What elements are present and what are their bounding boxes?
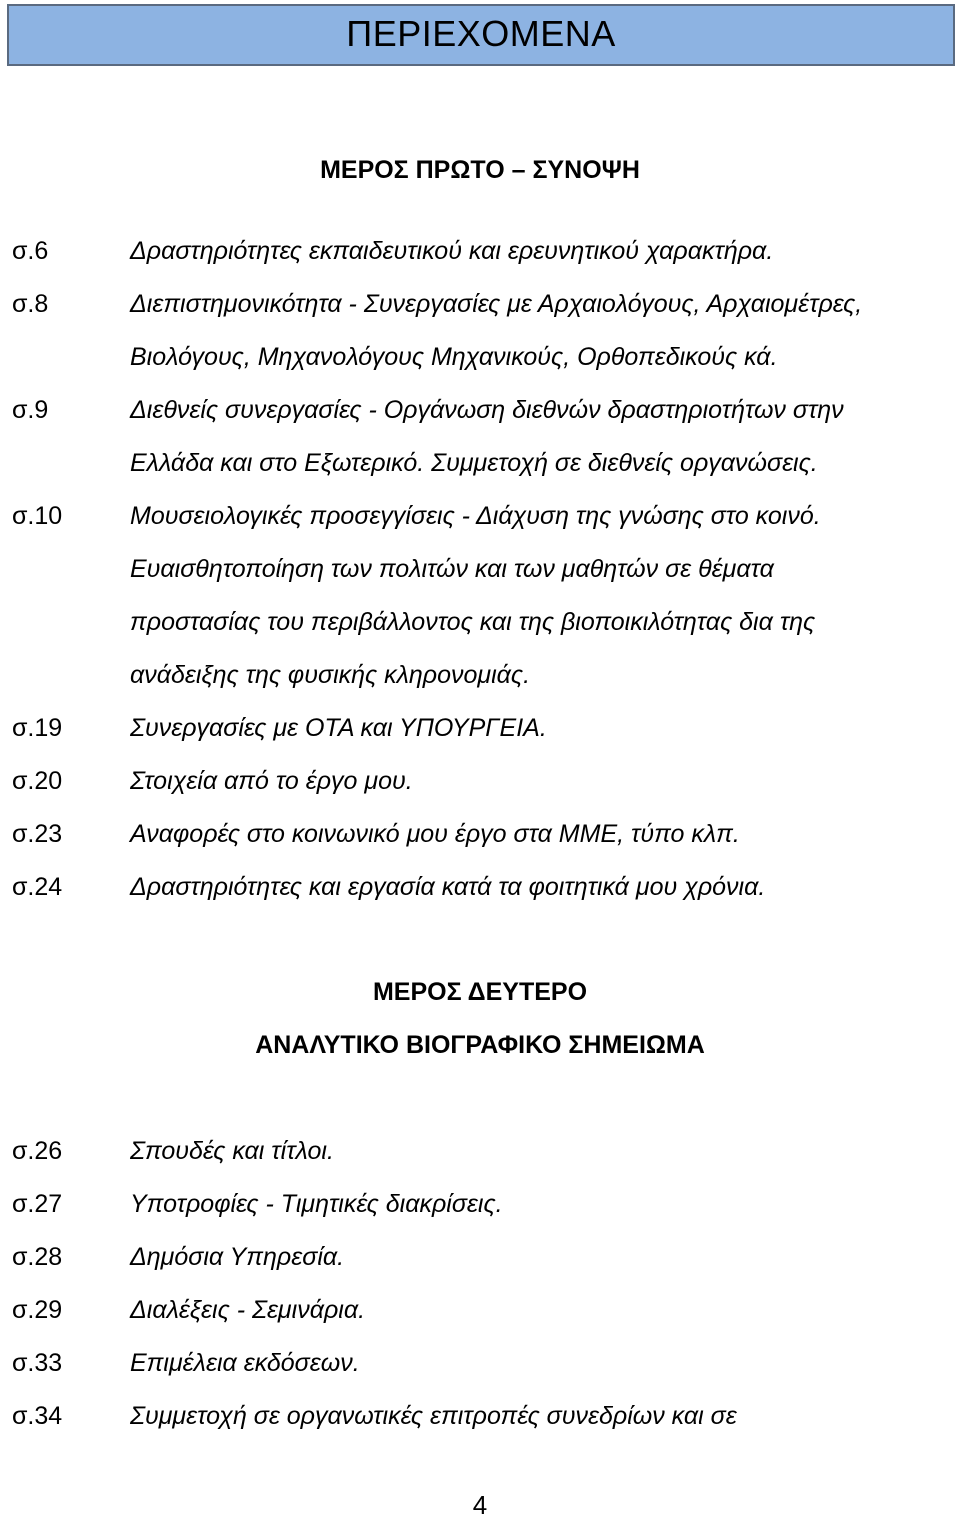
toc-page-ref: σ.26 bbox=[12, 1137, 63, 1165]
toc-entry bbox=[0, 501, 960, 713]
toc-entry bbox=[0, 1401, 960, 1454]
title-banner bbox=[7, 4, 955, 66]
toc-entry-text: Αναφορές στο κοινωνικό μου έργο στα ΜΜΕ, τύπο κλπ. bbox=[130, 820, 740, 848]
toc-page-ref: σ.28 bbox=[12, 1243, 63, 1271]
part-two-subheading: ΑΝΑΛΥΤΙΚΟ ΒΙΟΓΡΑΦΙΚΟ ΣΗΜΕΙΩΜΑ bbox=[255, 1031, 705, 1059]
toc-entry-text: Συμμετοχή σε οργανωτικές επιτροπές συνεδρίων και σε bbox=[130, 1402, 737, 1430]
toc-page-ref: σ.8 bbox=[12, 290, 49, 318]
toc-entry bbox=[0, 1295, 960, 1348]
toc-page-ref: σ.27 bbox=[12, 1190, 63, 1218]
toc-entry bbox=[0, 289, 960, 395]
toc-entry-text: Ελλάδα και στο Εξωτερικό. Συμμετοχή σε διεθνείς οργανώσεις. bbox=[130, 449, 818, 477]
toc-page-ref: σ.29 bbox=[12, 1296, 63, 1324]
page-title: ΠΕΡΙΕΧΟΜΕΝΑ bbox=[346, 13, 616, 54]
toc-entry-text: Δραστηριότητες εκπαιδευτικού και ερευνητικού χαρακτήρα. bbox=[130, 237, 774, 265]
toc-entry-text: Επιμέλεια εκδόσεων. bbox=[130, 1349, 360, 1377]
toc-entry bbox=[0, 872, 960, 925]
toc-page-ref: σ.6 bbox=[12, 237, 49, 265]
toc-entry-text: Διαλέξεις - Σεμινάρια. bbox=[130, 1296, 366, 1324]
toc-page-ref: σ.20 bbox=[12, 767, 63, 795]
toc-entry bbox=[0, 1242, 960, 1295]
toc-entry bbox=[0, 766, 960, 819]
toc-page-ref: σ.10 bbox=[12, 502, 63, 530]
toc-page-ref: σ.19 bbox=[12, 714, 63, 742]
toc-entry-text: Διεπιστημονικότητα - Συνεργασίες με Αρχαιολόγους, Αρχαιομέτρες, bbox=[130, 290, 863, 318]
toc-page-ref: σ.24 bbox=[12, 873, 63, 901]
toc-entry-text: Διεθνείς συνεργασίες - Οργάνωση διεθνών δραστηριοτήτων στην bbox=[130, 396, 844, 424]
toc-entry bbox=[0, 236, 960, 289]
toc-entry bbox=[0, 1136, 960, 1189]
toc-entry-text: Ευαισθητοποίηση των πολιτών και των μαθητών σε θέματα bbox=[130, 555, 774, 583]
toc-entry bbox=[0, 1189, 960, 1242]
toc-entry bbox=[0, 819, 960, 872]
toc-page-ref: σ.33 bbox=[12, 1349, 63, 1377]
toc-entry bbox=[0, 1348, 960, 1401]
toc-entry-text: Δημόσια Υπηρεσία. bbox=[130, 1243, 345, 1271]
toc-entry bbox=[0, 395, 960, 501]
toc-entry-text: Βιολόγους, Μηχανολόγους Μηχανικούς, Ορθοπεδικούς κά. bbox=[130, 343, 778, 371]
part-two-heading: ΜΕΡΟΣ ΔΕΥΤΕΡΟ bbox=[372, 978, 588, 1006]
toc-entry-text: ανάδειξης της φυσικής κληρονομιάς. bbox=[130, 661, 531, 689]
toc-entry-text: Συνεργασίες με ΟΤΑ και ΥΠΟΥΡΓΕΙΑ. bbox=[130, 714, 547, 742]
toc-page-ref: σ.23 bbox=[12, 820, 63, 848]
toc-entry bbox=[0, 713, 960, 766]
toc-entry-text: Δραστηριότητες και εργασία κατά τα φοιτητικά μου χρόνια. bbox=[130, 873, 766, 901]
toc-page-ref: σ.9 bbox=[12, 396, 49, 424]
toc-entry-text: Μουσειολογικές προσεγγίσεις - Διάχυση της γνώσης στο κοινό. bbox=[130, 502, 821, 530]
toc-entry-text: προστασίας του περιβάλλοντος και της βιοποικιλότητας δια της bbox=[130, 608, 816, 636]
part-one-heading: ΜΕΡΟΣ ΠΡΩΤΟ – ΣΥΝΟΨΗ bbox=[320, 156, 640, 184]
toc-entry-text: Υποτροφίες - Τιμητικές διακρίσεις. bbox=[130, 1190, 503, 1218]
page-number: 4 bbox=[472, 1490, 488, 1520]
toc-entry-text: Σπουδές και τίτλοι. bbox=[130, 1137, 334, 1165]
toc-entry-text: Στοιχεία από το έργο μου. bbox=[130, 767, 413, 795]
toc-page-ref: σ.34 bbox=[12, 1402, 63, 1430]
